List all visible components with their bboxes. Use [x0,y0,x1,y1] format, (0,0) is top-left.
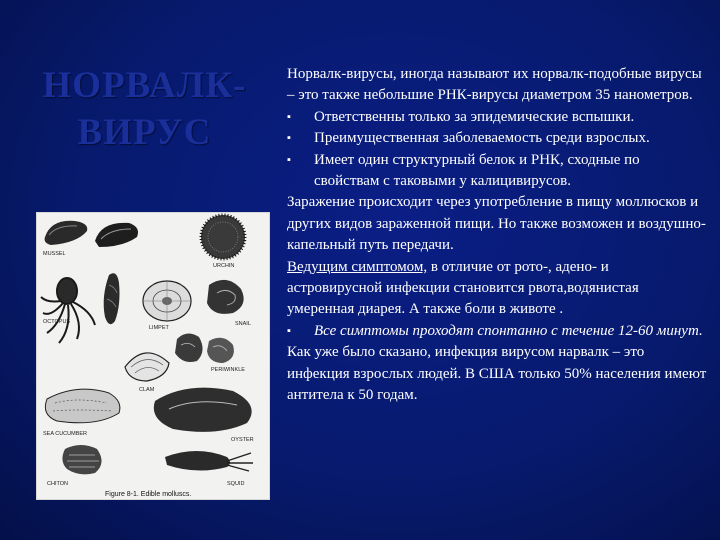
label-chiton: CHITON [47,481,68,487]
label-snail: SNAIL [235,321,251,327]
bullet-item-1 [287,107,707,128]
slide-title [22,62,267,156]
transmission-paragraph: Заражение происходит через употребление в пищу моллюсков и других видов зараженной пищи. Но также возможен и воздушно-капельный путь передачи. [287,194,706,254]
symptom-rest: в отличие от рото-, адено- и астровирусной инфекции становится рвота,водянистая умеренная диарея. А также боли в животе . [287,258,639,318]
symptom-paragraph [287,257,707,321]
label-squid: SQUID [227,481,245,487]
urchin-drawing [201,215,245,259]
bullet-item-2 [287,128,707,149]
mussel-drawing [45,221,138,247]
mollusc-illustration [36,212,270,500]
conclusion-paragraph: Как уже было сказано, инфекция вирусом нарвалк – это инфекция взрослых людей. В США только 50% населения имеют антитела к 50 годам. [287,344,707,404]
bullet-mark: ▪ [287,132,291,145]
limpet-drawing [143,281,191,321]
label-periwinkle: PERIWINKLE [211,367,245,373]
clam-drawing [125,353,169,381]
chiton-drawing [62,445,101,474]
squid-drawing [165,451,253,471]
bullet-text-italic: Все симптомы проходят спонтанно с течение 12-60 минут. [314,322,703,339]
label-octopus: OCTOPUS [43,319,71,325]
octopus-drawing [41,278,95,343]
slide-content [287,64,707,407]
slide-title-line-2: ВИРУС [77,112,212,153]
bullet-item-italic [287,321,707,342]
oyster-drawing [154,388,252,432]
slide-title-line-1: НОРВАЛК- [42,65,247,106]
bullet-text-3: Имеет один структурный белок и РНК, сходные по свойствам с таковыми у калицивирусов. [314,151,640,190]
sea-cucumber-drawing [45,389,120,423]
symptom-lead: Ведущим симптомом, [287,258,428,275]
label-mussel: MUSSEL [43,251,66,257]
bullet-text-2: Преимущественная заболеваемость среди взрослых. [314,130,650,147]
mollusc-drawing [37,213,269,499]
bullet-mark: ▪ [287,153,291,166]
periwinkle-drawing [175,333,234,363]
bullet-mark: ▪ [287,110,291,123]
bullet-mark: ▪ [287,324,291,337]
intro-paragraph: Норвалк-вирусы, иногда называют их норвалк-подобные вирусы – это также небольшие РНК-вирусы диаметром 35 нанометров. [287,66,702,104]
label-clam: CLAM [139,387,155,393]
snail-shell-drawing [207,280,244,314]
label-sea-cucumber: SEA CUCUMBER [43,431,88,437]
label-limpet: LIMPET [149,325,169,331]
label-oyster: OYSTER [231,437,254,443]
snail-drawing [104,273,120,324]
figure-caption: Figure 8-1. Edible molluscs. [105,491,192,498]
bullet-text-1: Ответственны только за эпидемические вспышки. [314,108,635,125]
bullet-item-3 [287,150,707,193]
label-urchin: URCHIN [213,263,235,269]
